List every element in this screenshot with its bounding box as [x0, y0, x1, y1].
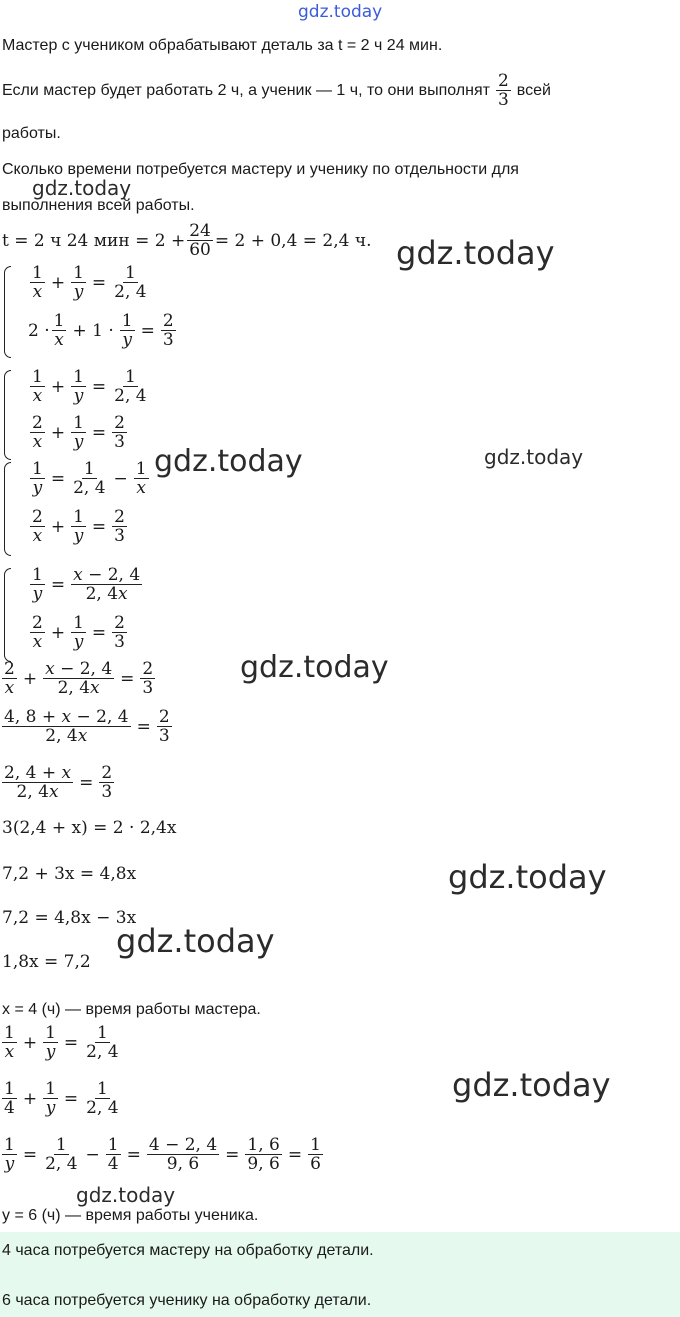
x-result: x = 4 (ч) — время работы мастера. [2, 1001, 261, 1018]
step-eq-3: $\frac{2, 4 + x}{2, 4x}$ = $\frac{2}{3}$ [4, 763, 113, 802]
watermark: gdz.today [484, 445, 584, 469]
system-3-eq-1: $\frac{1}{y}$ = $\frac{1}{2, 4}$ − $\frac{1}{x}$ [32, 459, 147, 498]
step-eq-6: 7,2 = 4,8x − 3x [2, 908, 137, 928]
answer-block [0, 1232, 680, 1317]
problem-line-2-text: Если мастер будет работать 2 ч, а ученик — 1 ч, то они выполнят [2, 82, 490, 99]
answer-line-2: 6 часа потребуется ученику на обработку детали. [2, 1292, 372, 1309]
watermark: gdz.today [76, 1183, 176, 1207]
step-eq-4: 3(2,4 + x) = 2 · 2,4x [2, 818, 177, 838]
y-eq-3: $\frac{1}{y}$ = $\frac{1}{2, 4}$ − $\frac{1}{4}$ = $\frac{4 - 2, 4}{9, 6}$ = $\frac{1, 6}{9, 6}$ = $\frac{1}{6}$ [4, 1135, 321, 1174]
system-2-eq-2: $\frac{2}{x}$ + $\frac{1}{y}$ = $\frac{2}{3}$ [32, 413, 125, 452]
problem-line-2: Если мастер будет работать 2 ч, а ученик — 1 ч, то они выполнят $\frac{2}{3}$ всей [2, 71, 551, 110]
watermark: gdz.today [396, 234, 555, 272]
header-watermark: gdz.today [298, 2, 383, 22]
t-equation-end: = 2 + 0,4 = 2,4 ч. [214, 231, 372, 251]
system-brace-2 [4, 370, 11, 460]
answer-line-1: 4 часа потребуется мастеру на обработку детали. [2, 1242, 374, 1259]
step-eq-2: $\frac{4, 8 + x - 2, 4}{2, 4x}$ = $\frac{2}{3}$ [4, 707, 170, 746]
t-equation-start: t = 2 ч 24 мин = 2 + [2, 231, 186, 251]
problem-line-4: Сколько времени потребуется мастеру и ученику по отдельности для [2, 161, 519, 178]
t-equation: t = 2 ч 24 мин = 2 + $\frac{24}{60}$ = 2 + 0,4 = 2,4 ч. [2, 221, 372, 260]
problem-line-2-end: всей [516, 82, 551, 99]
step-eq-1: $\frac{2}{x}$ + $\frac{x - 2, 4}{2, 4x}$ = $\frac{2}{3}$ [4, 659, 154, 698]
system-brace-3 [4, 462, 11, 556]
watermark: gdz.today [32, 176, 132, 200]
y-result: y = 6 (ч) — время работы ученика. [2, 1207, 259, 1224]
system-4-eq-1: $\frac{1}{y}$ = $\frac{x - 2, 4}{2, 4x}$ [32, 565, 141, 604]
problem-line-3: работы. [2, 125, 61, 142]
system-brace-4 [4, 568, 11, 662]
y-eq-1: $\frac{1}{x}$ + $\frac{1}{y}$ = $\frac{1}{2, 4}$ [4, 1023, 119, 1062]
system-2-eq-1: $\frac{1}{x}$ + $\frac{1}{y}$ = $\frac{1}{2, 4}$ [32, 367, 147, 406]
problem-line-1: Мастер с учеником обрабатывают деталь за t = 2 ч 24 мин. [2, 37, 443, 54]
watermark: gdz.today [448, 858, 607, 896]
watermark: gdz.today [240, 650, 389, 685]
system-brace-1 [4, 266, 11, 358]
y-eq-2: $\frac{1}{4}$ + $\frac{1}{y}$ = $\frac{1}{2, 4}$ [4, 1079, 119, 1118]
system-3-eq-2: $\frac{2}{x}$ + $\frac{1}{y}$ = $\frac{2}{3}$ [32, 507, 125, 546]
watermark: gdz.today [154, 444, 303, 479]
watermark: gdz.today [116, 922, 275, 960]
step-eq-5: 7,2 + 3x = 4,8x [2, 864, 137, 884]
system-1-eq-1: $\frac{1}{x}$ + $\frac{1}{y}$ = $\frac{1}{2, 4}$ [32, 263, 147, 302]
problem-line-5: выполнения всей работы. [2, 197, 195, 214]
system-4-eq-2: $\frac{2}{x}$ + $\frac{1}{y}$ = $\frac{2}{3}$ [32, 613, 125, 652]
watermark: gdz.today [452, 1066, 611, 1104]
step-eq-7: 1,8x = 7,2 [2, 952, 91, 972]
system-1-eq-2: 2 · $\frac{1}{x}$ + 1 · $\frac{1}{y}$ = $\frac{2}{3}$ [28, 311, 174, 350]
